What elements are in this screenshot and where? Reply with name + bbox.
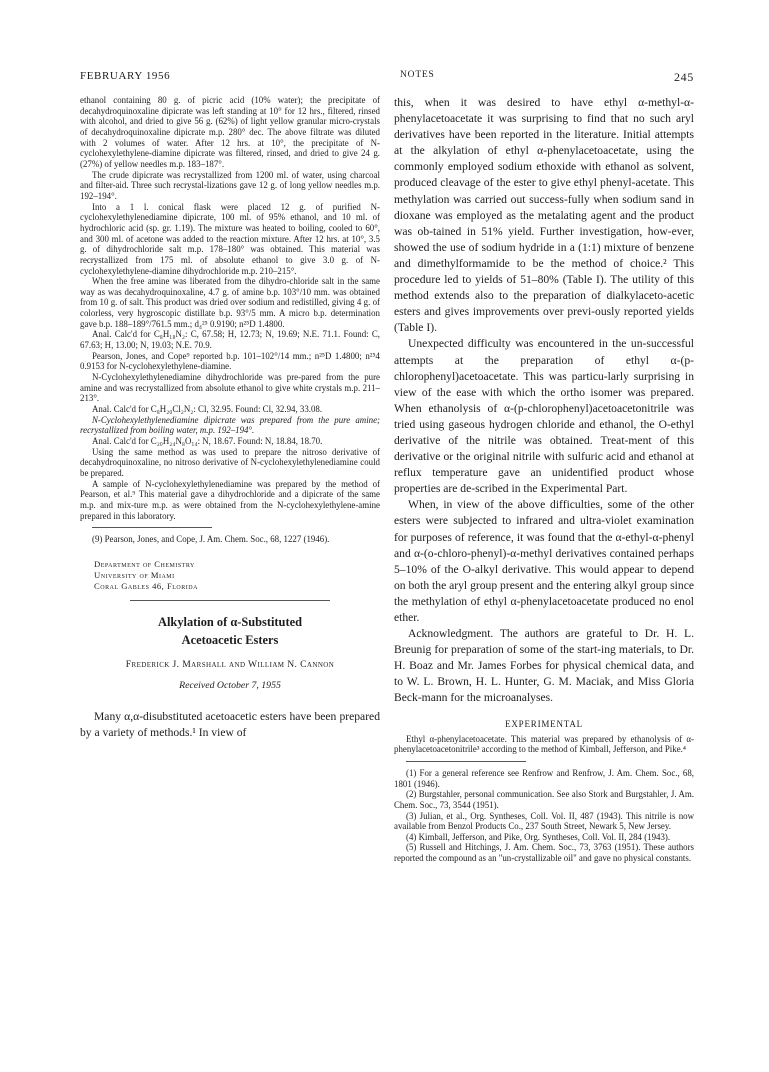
affiliation-line: Department of Chemistry <box>94 558 195 569</box>
footnote-divider <box>406 761 526 762</box>
paragraph: The crude dipicrate was recrystallized from 1200 ml. of water, using charcoal and filter-aid. Three such recrystal-lizations gave 12 g. of long yellow needles m.p. 192–194°. <box>80 169 380 201</box>
article-divider <box>130 600 330 601</box>
left-column <box>80 95 380 741</box>
acknowledgment: Acknowledgment. The authors are grateful to Dr. H. L. Breunig for preparation of some of the start-ing materials, to Dr. H. Boaz and Mr. James Forbes for physical chemical data, and to W. L. Brown, H. L. Hunter, G. M. Maciak, and Miss Gloria Beck-mann for the microanalyses. <box>394 627 694 705</box>
running-head-date: FEBRUARY 1956 <box>80 70 171 82</box>
footnote-divider <box>92 527 212 528</box>
paragraph: When the free amine was liberated from the dihydro-chloride salt in the same way as was decahydroquinoxaline, 4.7 g. of amine b.p. 103°/10 mm. was obtained from 10 g. of salt. This product was dried over sodium and redistilled, giving 4 g. of colorless, very hygroscopic distillate b.p. 93°/5 mm. A micro b.p. determination gave b.p. 188–189°/761.5 mm.; d₄²⁵ 0.9190; n²⁵D 1.4800. <box>80 276 380 329</box>
footnote: (1) For a general reference see Renfrow and Renfrow, J. Am. Chem. Soc., 68, 1801 (1946). <box>394 767 694 789</box>
paragraph: A sample of N-cyclohexylethylenediamine was prepared by the method of Pearson, et al.⁹ This material gave a dihydrochloride and a dipicrate of the same m.p. and mix-ture m.p. as were obtained from the N-cyclohexylethylene-amine prepared in this laboratory. <box>80 478 380 521</box>
paragraph: Anal. Calc'd for C₈H₁₈N₂: C, 67.58; H, 12.73; N, 19.69; N.E. 71.1. Found: C, 67.63; H, 13.00; N, 19.03; N.E. 70.9. <box>80 329 380 351</box>
footnote: (5) Russell and Hitchings, J. Am. Chem. Soc., 73, 3763 (1951). These authors reported the compound as an "un-crystallizable oil" and gave no physical constants. <box>394 842 694 864</box>
footnote: (3) Julian, et al., Org. Syntheses, Coll. Vol. II, 487 (1943). This nitrile is now available from Benzol Products Co., 237 South Street, Newark 5, New Jersey. <box>394 810 694 832</box>
paragraph: When, in view of the above difficulties, some of the other esters were subjected to infrared and ultra-violet examination for purposes of reference, it was found that the α-ethyl-α-phenyl and α-(o-chloro-phenyl)-α-methyl derivatives contained perhaps 5–10% of the O-alkyl derivative. This would appear to depend on both the aryl group present and the entering alkyl group since the methylation of ethyl α-phenylacetoacetate produced no enol ether. <box>394 498 694 624</box>
article-intro: Many α,α-disubstituted acetoacetic esters have been prepared by a variety of methods.¹ In view of <box>80 709 380 739</box>
affiliation-line: University of Miami <box>94 569 175 580</box>
article-authors: Frederick J. Marshall and William N. Cannon <box>125 658 335 670</box>
footnote: (4) Kimball, Jefferson, and Pike, Org. Syntheses, Coll. Vol. II, 284 (1943). <box>406 831 671 842</box>
right-column <box>394 95 694 864</box>
paragraph: ethanol containing 80 g. of picric acid (10% water); the precipitate of decahydroquinoxaline dipicrate was left standing at 10° for 12 hrs., filtered, rinsed with alcohol, and dried to give 56 g. (62%) of light yellow granular micro-crystals of decahydroquinoxaline dipicrate m.p. 280° dec. The above filtrate was diluted with 2 volumes of water. After 12 hrs. at 10°, the precipitate of N-cyclohexylethylene-diamine dipicrate was filtered, rinsed, and dried to give 24 g. (27%) of yellow needles m.p. 183–187°. <box>80 95 380 169</box>
paragraph: Anal. Calc'd for C₂₀H₂₄N₈O₁₄: N, 18.67. Found: N, 18.84, 18.70. <box>92 436 323 446</box>
footnote: (9) Pearson, Jones, and Cope, J. Am. Chem. Soc., 68, 1227 (1946). <box>92 534 330 545</box>
paragraph: Pearson, Jones, and Cope⁹ reported b.p. 101–102°/14 mm.; n²⁵D 1.4800; n²⁵4 0.9153 for N-cyclohexylethylene-diamine. <box>80 350 380 372</box>
affiliation-line: Coral Gables 46, Florida <box>94 580 198 591</box>
paragraph: Using the same method as was used to prepare the nitroso derivative of decahydroquinoxaline, no nitroso derivative of N-cyclohexylethylenediamine could be prepared. <box>80 446 380 478</box>
paragraph: N-Cyclohexylethylenediamine dipicrate was prepared from the pure amine; recrystallized from boiling water, m.p. 192–194°. <box>80 414 380 436</box>
paragraph: Anal. Calc'd for C₈H₂₀Cl₂N₂: Cl, 32.95. Found: Cl, 32.94, 33.08. <box>92 404 323 415</box>
experimental-heading: EXPERIMENTAL <box>505 718 583 729</box>
received-date: Received October 7, 1955 <box>179 679 281 691</box>
paragraph: Unexpected difficulty was encountered in the un-successful attempts at the preparation of ethyl α-(p-chlorophenyl)acetoacetate. This was particu-larly surprising in view of the ease with which the ortho isomer was prepared. When ethanolysis of α-(p-chlorophenyl)acetoacetonitrile was tried using gaseous hydrogen chloride and ethanol, the O-ethyl derivative of the nitrile was obtained. Treat-ment of this derivative or the original nitrile with sulfuric acid and ethanol at reflux temperature gave an unidentified product whose properties are de-scribed in the Experimental Part. <box>394 337 694 496</box>
paragraph: this, when it was desired to have ethyl α-methyl-α-phenylacetoacetate it was surprising to find that no such aryl derivatives have been reported in the literature. Initial attempts at the alkylation of ethyl α-phenylacetoacetate, using the commonly employed sodium ethoxide with ethanol as solvent, produced cleavage of the ester to give ethyl phenyl-acetate. This methylation was carried out success-fully when sodium sand in dioxane was employed as the metalating agent and the product was ob-tained in 51% yield. Further investigation, how-ever, showed the use of sodium hydride in a (1:1) mixture of benzene and dimethylformamide to be the method of choice.² This procedure led to yields of 51–80% (Table I). The utility of this method extends also to the preparation of dialkylaceto-acetic esters and gives improvements over previ-ously reported yields (Table I). <box>394 96 694 335</box>
paragraph: Into a 1 l. conical flask were placed 12 g. of purified N-cyclohexylethylenediamine dipicrate, 100 ml. of 95% ethanol, and 10 ml. of hydrochloric acid (sp. gr. 1.19). The mixture was heated to boiling, cooled to 60°, and 300 ml. of acetone was added to the reaction mixture. After 12 hrs. at 10°, 3.5 g. of dihydrochloride salt m.p. 178–180° was obtained. This material was recrystallized from 175 ml. of absolute ethanol to give 3.0 g. of N-cyclohexylethylene-diamine dihydrochloride m.p. 210–215°. <box>80 201 380 276</box>
running-head-section: NOTES <box>400 70 435 80</box>
article-title <box>80 613 380 649</box>
footnote: (2) Burgstahler, personal communication. See also Stork and Burgstahler, J. Am. Chem. Soc., 73, 3544 (1951). <box>394 789 694 810</box>
affiliation <box>94 559 380 592</box>
experimental-text: Ethyl α-phenylacetoacetate. This material was prepared by ethanolysis of α-phenylacetoacetonitrile³ according to the method of Kimball, Jefferson, and Pike.⁴ <box>394 733 694 755</box>
article-title-line: Alkylation of α-Substituted <box>158 614 302 629</box>
page-number: 245 <box>674 70 694 84</box>
article-title-line: Acetoacetic Esters <box>181 632 279 647</box>
paragraph: N-Cyclohexylethylenediamine dihydrochloride was pre-pared from the pure amine and was recrystallized from absolute ethanol to give white crystals m.p. 211–213°. <box>80 372 380 404</box>
